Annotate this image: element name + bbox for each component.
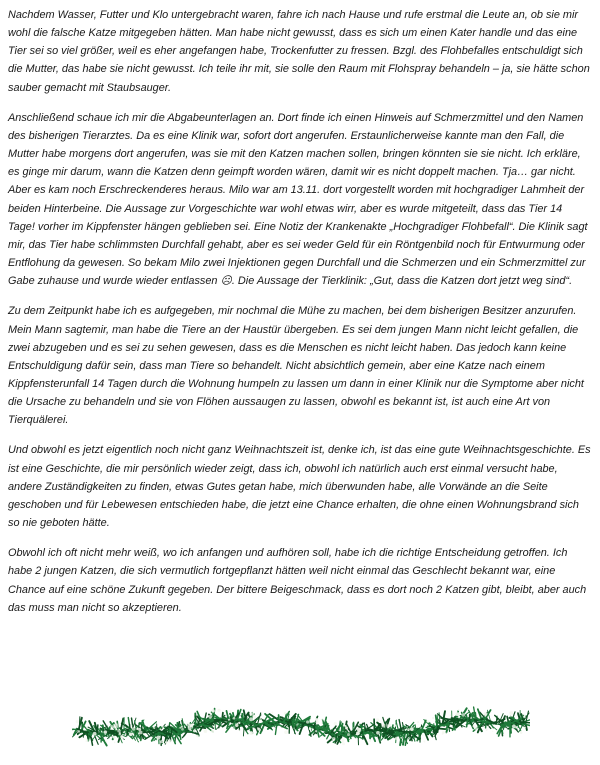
paragraph-3: Zu dem Zeitpunkt habe ich es aufgegeben, mir nochmal die Mühe zu machen, bei dem bisherigen Besitzer anzurufen. Mein Mann sagtemir, man habe die Tiere an der Haustür übergeben. Es sei dem jungen Mann nicht leicht gefallen, die zwei abzugeben und es sei zu sehen gewesen, dass es die Menschen es nicht leicht haben. Das jedoch kann keine Entschuldigung dafür sein, dass man Tiere so behandelt. Nicht absichtlich gemein, aber eine Katze nach einem Kippfensterunfall 14 Tagen durch die Wohnung humpeln zu lassen um dann in einer Klinik nur die Symptome aber nicht die Ursache zu behandeln und sie von Flöhen aussaugen zu lassen, obwohl es bekannt ist, ist auch eine Art von Tierquälerei. xyxy=(8,305,584,427)
garland-fir-needles xyxy=(72,707,530,745)
paragraph-1: Nachdem Wasser, Futter und Klo untergebracht waren, fahre ich nach Hause und rufe erstmal die Leute an, ob sie mir wohl die falsche Katze mitgegeben hätten. Man habe nicht gewusst, dass es sich um einen Kater handle und das eine Tier sei so viel größer, weil es eher angefangen habe, Trockenfutter zu fressen. Bzgl. des Flohbefalles entschuldigt sich die Mutter, das habe sie nicht gewusst. Ich teile ihr mit, sie solle den Raum mit Flohspray behandeln – ja, sie hätte schon sauber gemacht mit Staubsauger. xyxy=(8,9,590,94)
paragraph-4: Und obwohl es jetzt eigentlich noch nicht ganz Weihnachtszeit ist, denke ich, ist das eine gute Weihnachtsgeschichte. Es ist eine Geschichte, die mir persönlich wieder zeigt, dass ich, obwohl ich natürlich auch erst einmal versucht habe, andere Zuständigkeiten zu finden, etwas Gutes getan habe, mich überwunden habe, alle Vorwände an die Seite geschoben und für Lebewesen entschieden habe, die jetzt eine Chance erhalten, die ohne einen Wohnungsbrand sich so nie geboten hätte. xyxy=(8,444,591,530)
paragraph-2: Anschließend schaue ich mir die Abgabeunterlagen an. Dort finde ich einen Hinweis auf Schmerzmittel und den Namen des bisherigen Tierarztes. Da es eine Klinik war, sofort dort angerufen. Erstaunlicherweise kannte man den Fall, die Mutter habe morgens dort angerufen, was sie mit den Katzen machen sollen, bringen könnten sie sie nicht. Ich erkläre, es ginge mir darum, wann die Katzen denn geimpft worden wären, damit wir es nicht doppelt machen. Tja… gar nicht. Aber es kam noch Erschreckenderes heraus. Milo war am 13.11. dort vorgestellt worden mit hochgradiger Lahmheit der beiden Hinterbeine. Die Aussage zur Vorgeschichte war wohl etwas wirr, aber es wurde mitgeteilt, dass das Tier 14 Tage! vorher im Kippfenster hängen geblieben sei. Eine Notiz der Krankenakte „Hochgradiger Flohbefall“. Die Klinik sagt mir, das Tier habe schlimmsten Durchfall gehabt, aber es sei weder Geld für ein Röntgenbild noch für Entwurmung oder Entflohung da gewesen. So bekam Milo zwei Injektionen gegen Durchfall und die Schmerzen und ein Schmerzmittel zur Gabe zuhause und wurde wieder entlassen ☹. Die Aussage der Tierklinik: „Gut, dass die Katzen dort jetzt weg sind“. xyxy=(8,111,588,288)
paragraph-5: Obwohl ich oft nicht mehr weiß, wo ich anfangen und aufhören soll, habe ich die richtige Entscheidung getroffen. Ich habe 2 jungen Katzen, die sich vermutlich fortgepflanzt hätten weil nicht einmal das Geschlecht bekannt war, eine Chance auf eine schöne Zukunft gegeben. Der bittere Beigeschmack, dass es dort noch 2 Katzen gibt, bleibt, aber auch das muss man nicht so akzeptieren. xyxy=(8,547,587,614)
christmas-garland-image xyxy=(72,702,530,752)
